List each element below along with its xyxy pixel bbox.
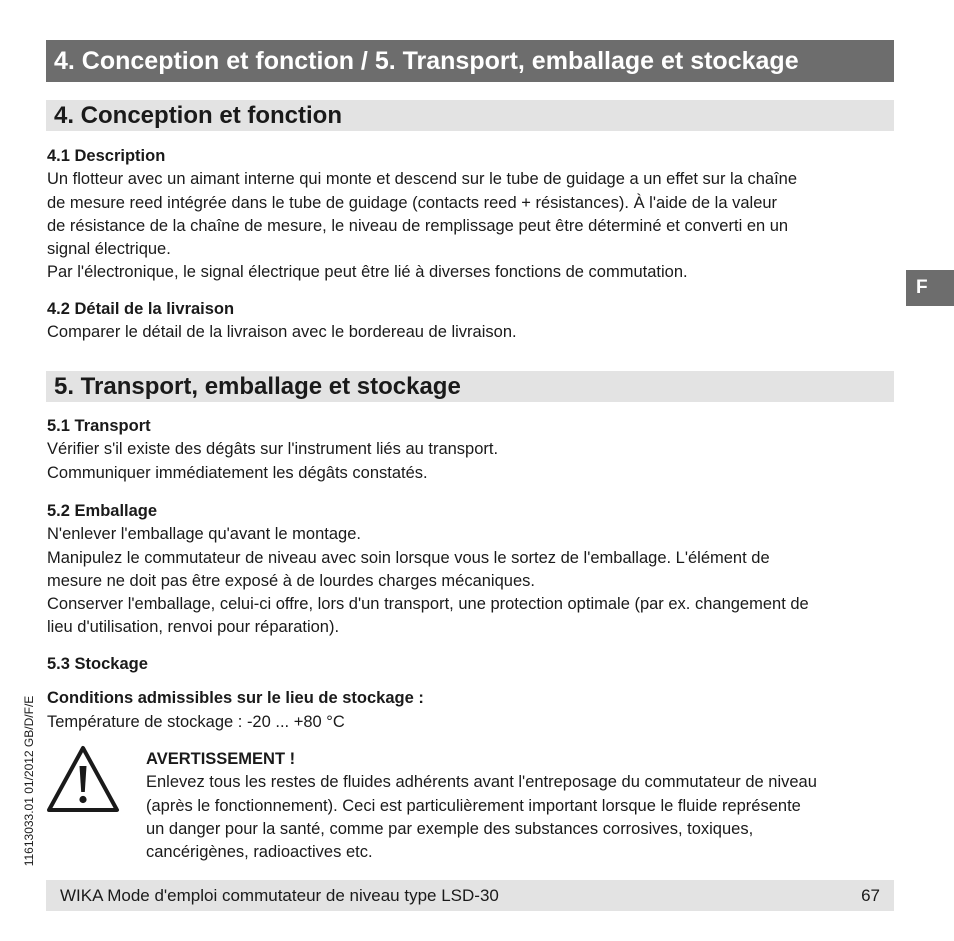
section-4-2 [47, 298, 897, 345]
warning-line: Enlevez tous les restes de fluides adhérents avant l'entreposage du commutateur de niveau [146, 773, 817, 792]
paragraph-line: de mesure reed intégrée dans le tube de guidage (contacts reed + résistances). À l'aide de la valeur [47, 193, 778, 212]
section-4-1 [47, 145, 897, 285]
warning-line: (après le fonctionnement). Ceci est particulièrement important lorsque le fluide représente [146, 796, 801, 815]
paragraph-line: signal électrique. [47, 240, 171, 259]
paragraph-line: Un flotteur avec un aimant interne qui monte et descend sur le tube de guidage a un effet sur la chaîne [47, 170, 798, 189]
subheading-4-1: 4.1 Description [47, 147, 166, 165]
paragraph-line: de résistance de la chaîne de mesure, le niveau de remplissage peut être déterminé et converti en un [47, 216, 789, 235]
paragraph-line: Par l'électronique, le signal électrique peut être lié à diverses fonctions de commutation. [47, 263, 688, 282]
page-number: 67 [861, 886, 880, 905]
paragraph-line: Vérifier s'il existe des dégâts sur l'instrument liés au transport. [47, 440, 499, 459]
paragraph-line: Conserver l'emballage, celui-ci offre, lors d'un transport, une protection optimale (par ex. changement de [47, 595, 809, 614]
document-code [18, 682, 40, 880]
subheading-4-2: 4.2 Détail de la livraison [47, 300, 235, 318]
footer-text: WIKA Mode d'emploi commutateur de niveau type LSD-30 [60, 886, 499, 905]
warning-block [146, 748, 896, 864]
page-footer [46, 880, 894, 911]
subheading-5-1: 5.1 Transport [47, 417, 151, 435]
subheading-5-2: 5.2 Emballage [47, 502, 158, 520]
storage-temperature: Température de stockage : -20 ... +80 °C [47, 712, 345, 731]
page-title: 4. Conception et fonction / 5. Transport, emballage et stockage [46, 40, 894, 82]
warning-line: cancérigènes, radioactives etc. [146, 843, 373, 862]
section-5-2 [47, 500, 897, 640]
section-5-1 [47, 415, 897, 485]
subheading-5-3: 5.3 Stockage [47, 655, 148, 673]
warning-line: un danger pour la santé, comme par exemple des substances corrosives, toxiques, [146, 819, 754, 838]
section-5-title: 5. Transport, emballage et stockage [46, 371, 894, 402]
paragraph-line: N'enlever l'emballage qu'avant le montage. [47, 525, 361, 544]
warning-triangle-icon [46, 744, 120, 814]
paragraph-line: lieu d'utilisation, renvoi pour réparation). [47, 618, 340, 637]
section-5-3 [47, 653, 897, 734]
document-code-text: 11613033.01 01/2012 GB/D/F/E [22, 695, 36, 867]
storage-conditions-heading: Conditions admissibles sur le lieu de stockage : [47, 689, 424, 708]
language-tab: F [906, 270, 954, 306]
paragraph-line: Manipulez le commutateur de niveau avec soin lorsque vous le sortez de l'emballage. L'élément de [47, 548, 770, 567]
warning-title: AVERTISSEMENT ! [146, 750, 296, 768]
paragraph-line: Communiquer immédiatement les dégâts constatés. [47, 463, 428, 482]
section-4-title: 4. Conception et fonction [46, 100, 894, 131]
paragraph-line: mesure ne doit pas être exposé à de lourdes charges mécaniques. [47, 571, 535, 590]
paragraph-line: Comparer le détail de la livraison avec le bordereau de livraison. [47, 323, 517, 342]
